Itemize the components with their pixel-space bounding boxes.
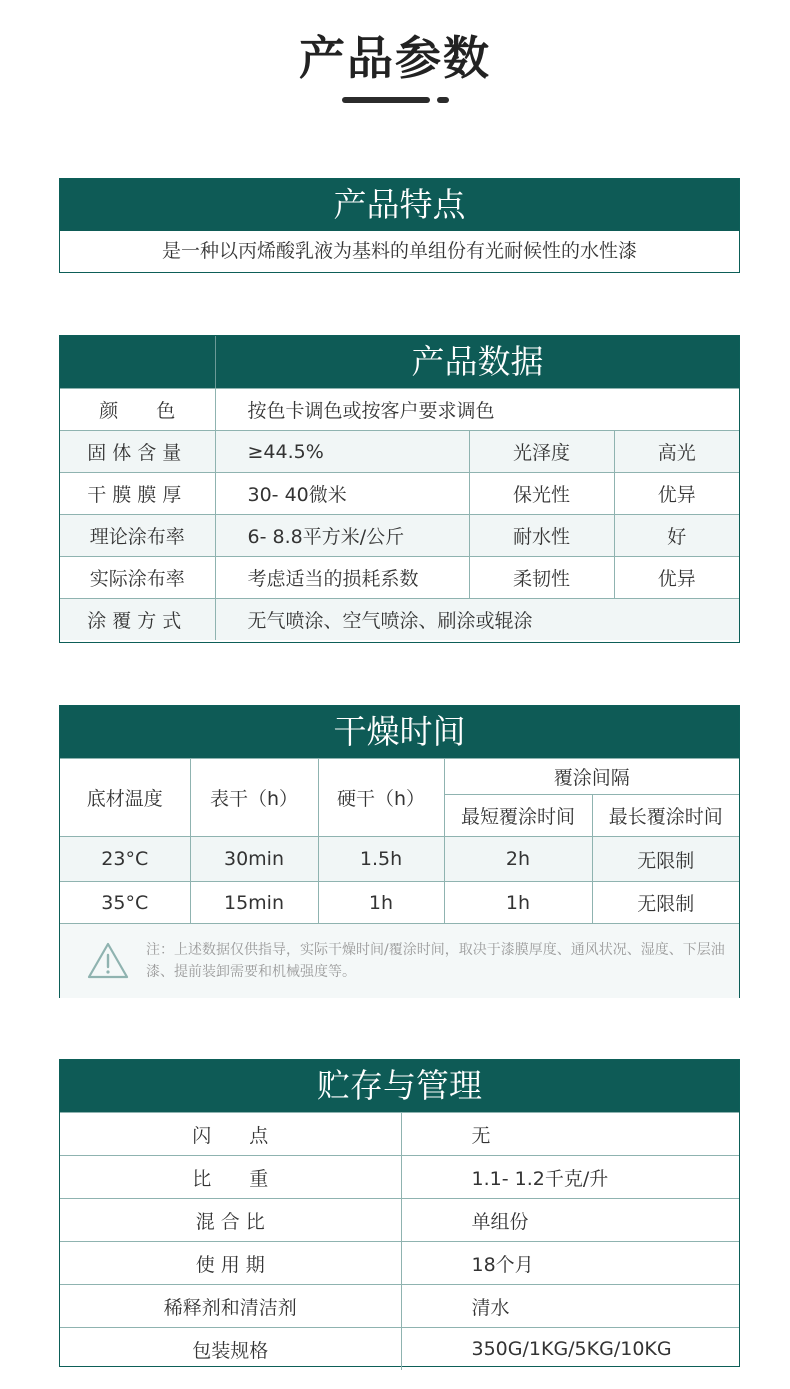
- row-prop-value: 优异: [614, 557, 739, 599]
- storage-section: [59, 1059, 740, 1367]
- row-prop-value: 高光: [614, 431, 739, 473]
- row-value: 1.1- 1.2千克/升: [401, 1156, 739, 1199]
- cell-max: 无限制: [592, 882, 739, 924]
- header-hard-dry: 硬干（h）: [318, 759, 444, 837]
- table-row: [60, 1199, 739, 1242]
- cell-surface: 30min: [190, 837, 318, 882]
- row-value: 考虑适当的损耗系数: [215, 557, 469, 599]
- title-underline-dot: [437, 97, 449, 103]
- row-value: 清水: [401, 1285, 739, 1328]
- warning-triangle-icon: [86, 941, 130, 981]
- table-row: [60, 1328, 739, 1371]
- row-value: 无: [401, 1113, 739, 1156]
- row-label: 实际涂布率: [60, 557, 215, 599]
- drying-note: [60, 923, 739, 998]
- table-row: [60, 1242, 739, 1285]
- storage-title: 贮存与管理: [60, 1060, 739, 1112]
- row-label: 稀释剂和清洁剂: [60, 1285, 401, 1328]
- drying-title: 干燥时间: [60, 706, 739, 758]
- title-underline: [342, 97, 430, 103]
- row-label: 干膜膜厚: [60, 473, 215, 515]
- cell-min: 1h: [444, 882, 592, 924]
- row-value: 350G/1KG/5KG/10KG: [401, 1328, 739, 1371]
- row-prop: 保光性: [469, 473, 614, 515]
- table-row: [60, 557, 739, 599]
- product-data-table: [60, 388, 739, 640]
- table-row: [60, 1113, 739, 1156]
- table-row: [60, 431, 739, 473]
- row-label: 包装规格: [60, 1328, 401, 1371]
- features-title: 产品特点: [60, 179, 739, 231]
- table-row: [60, 599, 739, 641]
- header-max-recoat: 最长覆涂时间: [592, 795, 739, 837]
- row-label: 使 用 期: [60, 1242, 401, 1285]
- drying-table: [60, 758, 739, 923]
- row-prop: 柔韧性: [469, 557, 614, 599]
- cell-min: 2h: [444, 837, 592, 882]
- page-title: 产品参数: [299, 31, 491, 85]
- table-row: [60, 473, 739, 515]
- features-text: 是一种以丙烯酸乳液为基料的单组份有光耐候性的水性漆: [161, 240, 637, 262]
- table-row: [60, 1156, 739, 1199]
- drying-section: [59, 705, 740, 998]
- table-row: [60, 1285, 739, 1328]
- row-label: 比 重: [60, 1156, 401, 1199]
- table-row: [60, 515, 739, 557]
- row-value: 无气喷涂、空气喷涂、刷涂或辊涂: [215, 599, 739, 641]
- storage-table: [60, 1112, 739, 1370]
- table-row: [60, 837, 739, 882]
- table-header-row: [60, 759, 739, 795]
- product-data-title: 产品数据: [216, 336, 739, 388]
- header-min-recoat: 最短覆涂时间: [444, 795, 592, 837]
- row-value: ≥44.5%: [215, 431, 469, 473]
- cell-max: 无限制: [592, 837, 739, 882]
- row-value: 6- 8.8平方米/公斤: [215, 515, 469, 557]
- row-value: 30- 40微米: [215, 473, 469, 515]
- product-data-section: [59, 335, 740, 643]
- row-label: 颜 色: [60, 389, 215, 431]
- row-prop-value: 好: [614, 515, 739, 557]
- row-prop: 光泽度: [469, 431, 614, 473]
- row-label: 闪 点: [60, 1113, 401, 1156]
- features-section: [59, 178, 740, 273]
- table-row: [60, 882, 739, 924]
- row-value: 按色卡调色或按客户要求调色: [215, 389, 739, 431]
- drying-note-text: 注：上述数据仅供指导，实际干燥时间/覆涂时间，取决于漆膜厚度、通风状况、湿度、下层油漆、提前装卸需要和机械强度等。: [146, 942, 725, 980]
- row-label: 混 合 比: [60, 1199, 401, 1242]
- row-value: 18个月: [401, 1242, 739, 1285]
- cell-surface: 15min: [190, 882, 318, 924]
- header-surface-dry: 表干（h）: [190, 759, 318, 837]
- cell-hard: 1h: [318, 882, 444, 924]
- row-value: 单组份: [401, 1199, 739, 1242]
- table-row: [60, 389, 739, 431]
- cell-hard: 1.5h: [318, 837, 444, 882]
- row-label: 理论涂布率: [60, 515, 215, 557]
- product-data-head-blank: [60, 336, 216, 388]
- cell-temp: 23°C: [60, 837, 190, 882]
- row-label: 涂覆方式: [60, 599, 215, 641]
- row-label: 固体含量: [60, 431, 215, 473]
- header-substrate: 底材温度: [60, 759, 190, 837]
- header-recoat: 覆涂间隔: [444, 759, 739, 795]
- row-prop: 耐水性: [469, 515, 614, 557]
- row-prop-value: 优异: [614, 473, 739, 515]
- cell-temp: 35°C: [60, 882, 190, 924]
